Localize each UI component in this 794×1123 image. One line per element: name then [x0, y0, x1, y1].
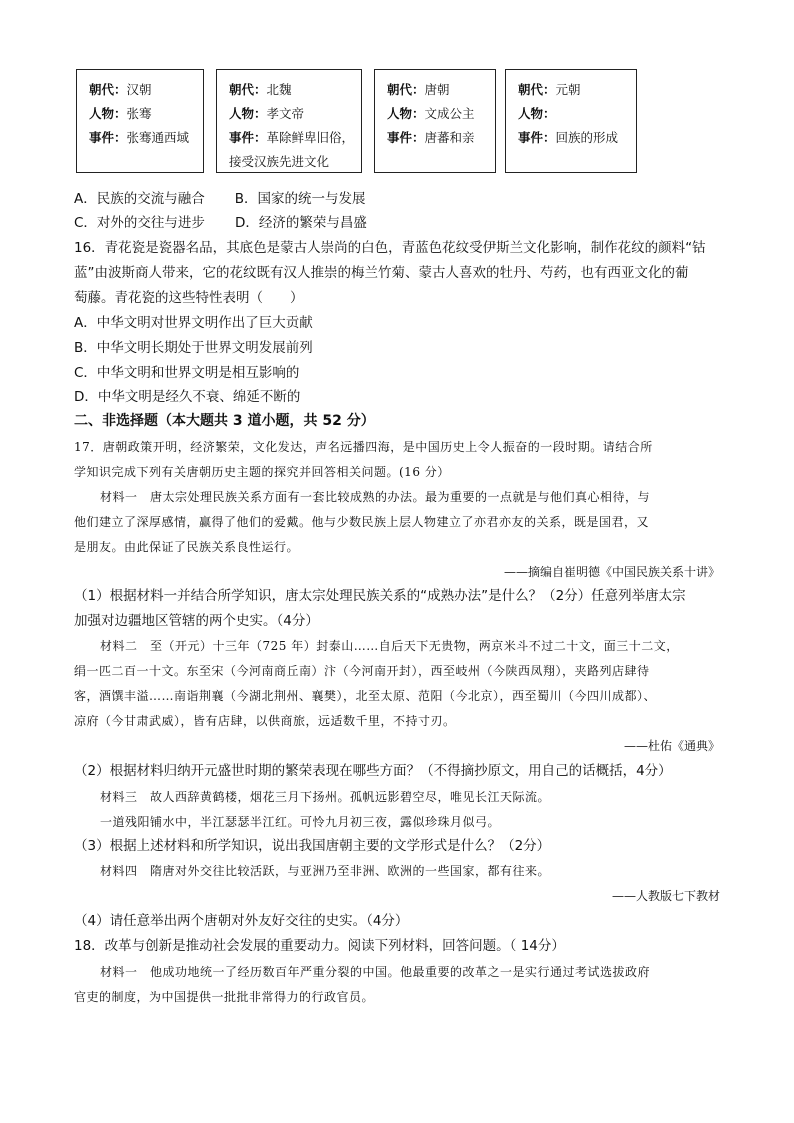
card-person-label: 人物：: [518, 106, 556, 121]
q16-option-b: B．中华文明长期处于世界文明发展前列: [74, 340, 313, 356]
card-person-value: 文成公主: [424, 106, 475, 121]
card-event-label: 事件：: [518, 130, 556, 145]
q17-material2-line-1: 材料二 至（开元）十三年（725 年）封泰山……自后天下无贵物，两京米斗不过二十文，面三十二文，: [100, 639, 679, 653]
info-card-beiwei: [216, 69, 362, 173]
card-event-label: 事件：: [229, 130, 267, 145]
card-person-label: 人物：: [387, 106, 425, 121]
card-event-row: [229, 126, 361, 150]
card-dynasty-value: 元朝: [555, 82, 581, 97]
card-event-value: 革除鲜卑旧俗，: [266, 130, 355, 145]
q17-material2-line-3: 客，酒馔丰溢……南诣荆襄（今湖北荆州、襄樊），北至太原、范阳（今北京），西至蜀川（今四川成都）、: [74, 689, 657, 703]
card-event-row: [89, 126, 203, 150]
q15-option-c: C．对外的交往与进步: [74, 215, 205, 231]
q16-option-d: D．中华文明是经久不衰、绵延不断的: [74, 389, 301, 405]
card-event-row: [387, 126, 495, 150]
card-person-label: 人物：: [229, 106, 267, 121]
card-dynasty-value: 唐朝: [424, 82, 450, 97]
card-dynasty-label: 朝代：: [229, 82, 267, 97]
q17-material1-line-3: 是朋友。由此保证了民族关系良性运行。: [74, 540, 300, 554]
card-event-value: 唐蕃和亲: [424, 130, 475, 145]
q17-material4-source: ——人教版七下教材: [611, 889, 720, 903]
card-person-value: 孝文帝: [266, 106, 305, 121]
info-card-tang: [374, 69, 496, 173]
q16-stem-line-2: 蓝”由波斯商人带来，它的花纹既有汉人推崇的梅兰竹菊、蒙古人喜欢的牡丹、芍药，也有西亚文化的葡: [74, 265, 689, 281]
q17-stem-line-2: 学知识完成下列有关唐朝历史主题的探究并回答相关问题。(16 分）: [74, 465, 450, 479]
q17-question4: （4）请任意举出两个唐朝对外友好交往的史实。（4分）: [74, 913, 409, 929]
q16-stem-line-1: 16．青花瓷是瓷器名品，其底色是蒙古人崇尚的白色，青蓝色花纹受伊斯兰文化影响，制作花纹的颜料“钴: [74, 240, 706, 256]
q17-question2: （2）根据材料归纳开元盛世时期的繁荣表现在哪些方面？（不得摘抄原文，用自己的话概括，4分）: [74, 763, 672, 779]
q17-material2-line-4: 凉府（今甘肃武威），皆有店肆，以供商旅，远适数千里，不持寸刃。: [74, 714, 456, 728]
q16-option-a: A．中华文明对世界文明作出了巨大贡献: [74, 315, 313, 331]
card-dynasty-label: 朝代：: [387, 82, 425, 97]
q18-material1-line-1: 材料一 他成功地统一了经历数百年严重分裂的中国。他最重要的改革之一是实行通过考试选拔政府: [100, 965, 651, 979]
q18-stem: 18．改革与创新是推动社会发展的重要动力。阅读下列材料，回答问题。（ 14分）: [74, 938, 565, 954]
q15-options-row-2: [74, 213, 367, 233]
card-person-row: [518, 102, 636, 126]
q15-option-a: A．民族的交流与融合: [74, 191, 205, 207]
q17-material3-line-2: 一道残阳铺水中，半江瑟瑟半江红。可怜九月初三夜，露似珍珠月似弓。: [100, 815, 501, 829]
q18-material1-line-2: 官吏的制度，为中国提供一批批非常得力的行政官员。: [74, 990, 375, 1004]
q17-material4-line-1: 材料四 隋唐对外交往比较活跃，与亚洲乃至非洲、欧洲的一些国家，都有往来。: [100, 864, 551, 878]
card-person-value: 张骞: [126, 106, 152, 121]
section-heading: 二、非选择题（本大题共 3 道小题，共 52 分）: [74, 413, 375, 429]
card-event-row: [518, 126, 636, 150]
card-event-value: 回族的形成: [555, 130, 619, 145]
q17-question1-line-2: 加强对边疆地区管辖的两个史实。（4分）: [74, 613, 319, 629]
card-event-continuation: 接受汉族先进文化: [229, 154, 330, 169]
card-person-label: 人物：: [89, 106, 127, 121]
card-dynasty-value: 汉朝: [126, 82, 152, 97]
q17-material1-source: ——摘编自崔明德《中国民族关系十讲》: [503, 565, 720, 579]
info-card-han: [76, 69, 204, 173]
card-dynasty-value: 北魏: [266, 82, 292, 97]
q15-options-row-1: [74, 189, 366, 209]
card-dynasty-label: 朝代：: [89, 82, 127, 97]
q17-stem-line-1: 17．唐朝政策开明，经济繁荣，文化发达，声名远播四海，是中国历史上令人振奋的一段时期。请结合所: [74, 440, 653, 454]
card-dynasty-row: [518, 78, 636, 102]
q17-question1-line-1: （1）根据材料一并结合所学知识，唐太宗处理民族关系的“成熟办法”是什么？（2分）任意列举唐太宗: [74, 588, 686, 604]
q17-material1-line-2: 他们建立了深厚感情，赢得了他们的爱戴。他与少数民族上层人物建立了亦君亦友的关系，既是国君，又: [74, 515, 650, 529]
card-dynasty-row: [229, 78, 361, 102]
card-dynasty-label: 朝代：: [518, 82, 556, 97]
q17-material2-source: ——杜佑《通典》: [623, 739, 720, 753]
card-person-row: [387, 102, 495, 126]
q17-material1-line-1: 材料一 唐太宗处理民族关系方面有一套比较成熟的办法。最为重要的一点就是与他们真心相待，与: [100, 490, 651, 504]
card-dynasty-row: [89, 78, 203, 102]
card-event-label: 事件：: [387, 130, 425, 145]
q15-option-b: B．国家的统一与发展: [234, 191, 366, 207]
q17-material3-line-1: 材料三 故人西辞黄鹤楼，烟花三月下扬州。孤帆远影碧空尽，唯见长江天际流。: [100, 790, 551, 804]
card-person-row: [89, 102, 203, 126]
q16-stem-line-3: 萄藤。青花瓷的这些特性表明（ ）: [74, 290, 304, 306]
card-person-row: [229, 102, 361, 126]
card-event-label: 事件：: [89, 130, 127, 145]
card-event-value: 张骞通西域: [126, 130, 190, 145]
q15-option-d: D．经济的繁荣与昌盛: [234, 215, 367, 231]
card-dynasty-row: [387, 78, 495, 102]
q17-material2-line-2: 绢一匹二百一十文。东至宋（今河南商丘南）汴（今河南开封），西至岐州（今陕西凤翔），夹路列店肆待: [74, 664, 650, 678]
info-card-yuan: [505, 69, 637, 173]
q16-option-c: C．中华文明和世界文明是相互影响的: [74, 365, 300, 381]
q17-question3: （3）根据上述材料和所学知识，说出我国唐朝主要的文学形式是什么？（2分）: [74, 838, 551, 854]
